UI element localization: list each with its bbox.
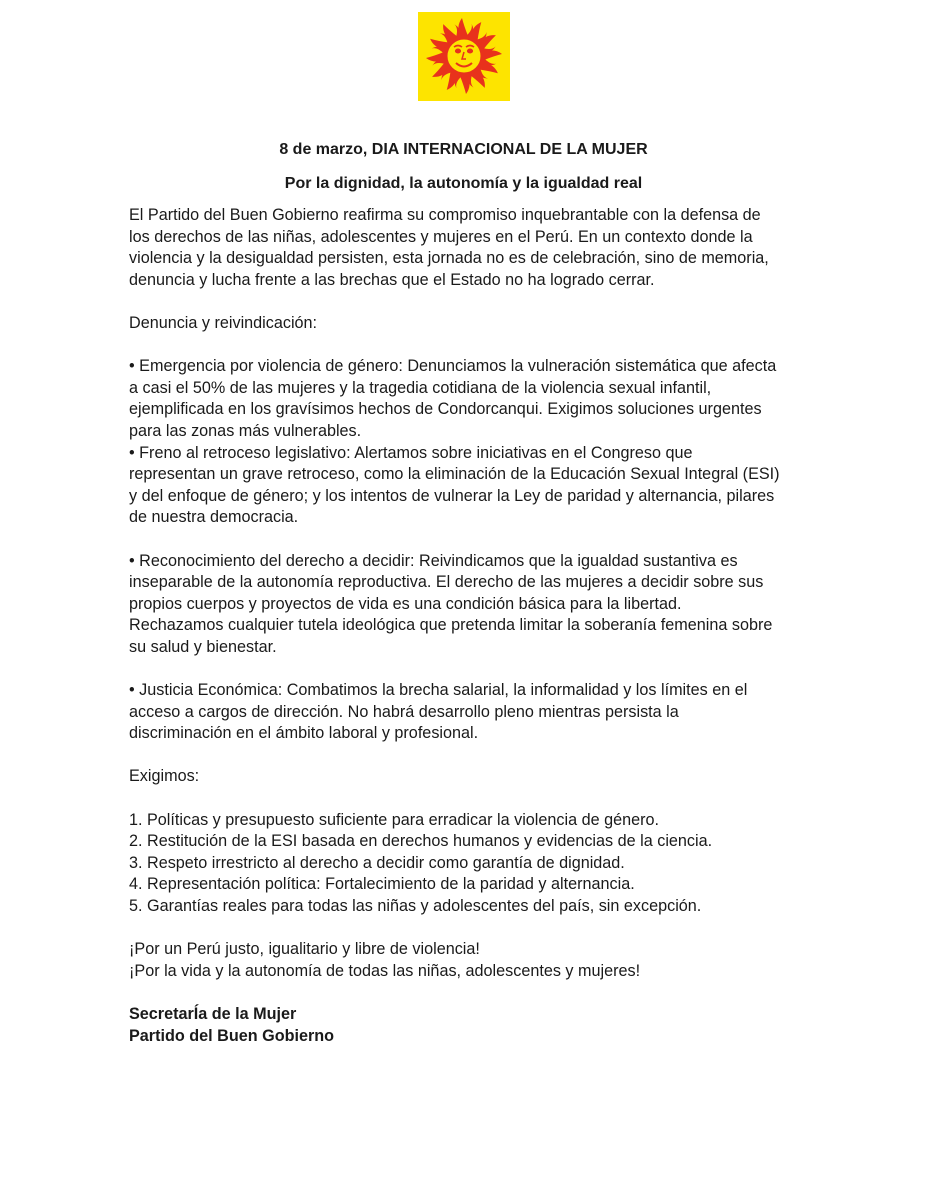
bullet-line: inseparable de la autonomía reproductiva. El derecho de las mujeres a decidir sobre sus (129, 573, 764, 592)
bullet-line: de nuestra democracia. (129, 508, 299, 527)
signature-line: Partido del Buen Gobierno (129, 1026, 335, 1045)
bullet-line: • Reconocimiento del derecho a decidir: Reivindicamos que la igualdad sustantiva es (129, 551, 738, 570)
section-heading: Denuncia y reivindicación: (129, 313, 318, 332)
demand-item: 4. Representación política: Fortalecimiento de la paridad y alternancia. (129, 875, 635, 894)
bullet-line: y del enfoque de género; y los intentos de vulnerar la Ley de paridad y alternancia, pilares (129, 486, 775, 505)
bullet-line: • Freno al retroceso legislativo: Alertamos sobre iniciativas en el Congreso que (129, 443, 693, 462)
bullet-line: propios cuerpos y proyectos de vida es una condición básica para la libertad. (129, 594, 682, 613)
demand-item: 3. Respeto irrestricto al derecho a decidir como garantía de dignidad. (129, 853, 625, 872)
demand-item: 1. Políticas y presupuesto suficiente para erradicar la violencia de género. (129, 810, 659, 829)
bullet-line: Rechazamos cualquier tutela ideológica que pretenda limitar la soberanía femenina sobre (129, 616, 773, 635)
intro-line: denuncia y lucha frente a las brechas que el Estado no ha logrado cerrar. (129, 270, 655, 289)
intro-line: El Partido del Buen Gobierno reafirma su compromiso inquebrantable con la defensa de (129, 206, 761, 224)
closing-line: ¡Por la vida y la autonomía de todas las niñas, adolescentes y mujeres! (129, 961, 641, 980)
document-subtitle: Por la dignidad, la autonomía y la igualdad real (284, 175, 643, 192)
bullet-line: • Justicia Económica: Combatimos la brecha salarial, la informalidad y los límites en el (129, 681, 748, 700)
intro-line: los derechos de las niñas, adolescentes y mujeres en el Perú. En un contexto donde la (129, 227, 753, 246)
demands-heading: Exigimos: (129, 767, 200, 786)
bullet-line: representan un grave retroceso, como la eliminación de la Educación Sexual Integral (ESI) (129, 465, 780, 484)
bullet-line: su salud y bienestar. (129, 637, 277, 656)
bullet-line: discriminación en el ámbito laboral y profesional. (129, 724, 479, 743)
demand-item: 5. Garantías reales para todas las niñas y adolescentes del país, sin excepción. (129, 897, 702, 915)
party-logo (418, 12, 510, 101)
bullet-line: a casi el 50% de las mujeres y la tragedia cotidiana de la violencia sexual infantil, (129, 378, 712, 397)
intro-line: violencia y la desigualdad persisten, esta jornada no es de celebración, sino de memoria, (129, 249, 769, 268)
closing-line: ¡Por un Perú justo, igualitario y libre de violencia! (129, 940, 480, 959)
bullet-line: • Emergencia por violencia de género: Denunciamos la vulneración sistemática que afecta (129, 357, 777, 376)
statement-body (129, 205, 819, 1047)
smiling-sun-icon (418, 12, 510, 101)
bullet-line: ejemplificada en los gravísimos hechos de Condorcanqui. Exigimos soluciones urgentes (129, 400, 762, 419)
document-title: 8 de marzo, DIA INTERNACIONAL DE LA MUJER (279, 141, 648, 158)
signature-line: SecretarÍa de la Mujer (129, 1004, 297, 1023)
demand-item: 2. Restitución de la ESI basada en derechos humanos y evidencias de la ciencia. (129, 832, 713, 851)
bullet-line: para las zonas más vulnerables. (129, 421, 362, 440)
bullet-line: acceso a cargos de dirección. No habrá desarrollo pleno mientras persista la (129, 702, 679, 721)
